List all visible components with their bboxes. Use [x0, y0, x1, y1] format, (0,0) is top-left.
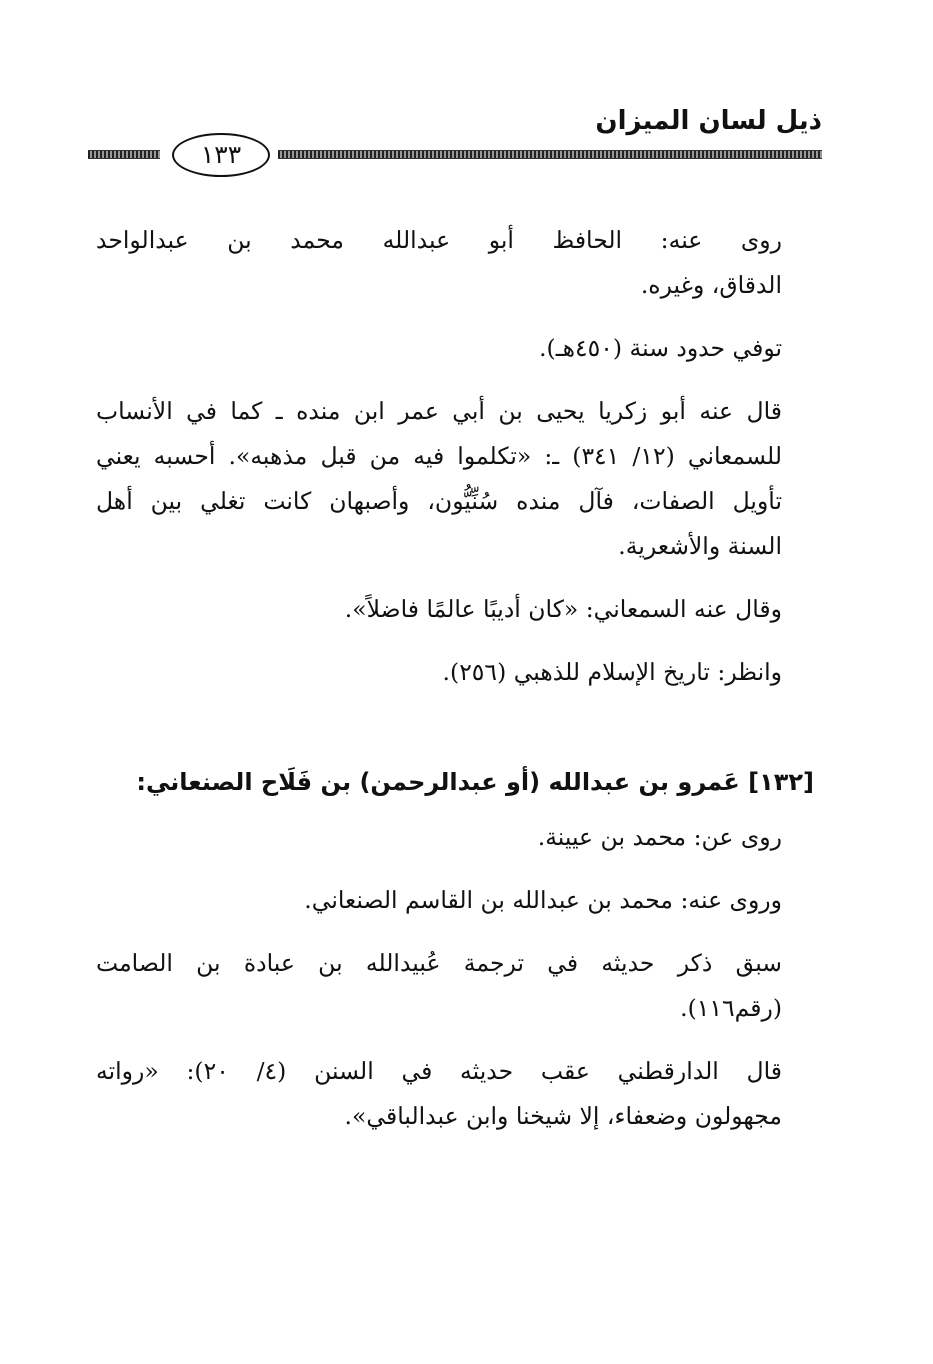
- paragraph-narrated-from: [96, 815, 814, 860]
- page-body: [96, 218, 814, 1139]
- paragraph-death-date: [96, 326, 814, 371]
- book-title: ذيل لسان الميزان: [595, 106, 822, 136]
- text-line: تأويل الصفات، فآل منده سُنِّيُّون، وأصبهان كانت تغلي بين أهل: [96, 487, 782, 515]
- text-line: (رقم١١٦).: [680, 994, 782, 1022]
- paragraph-narrators: [96, 218, 814, 308]
- entry-heading: [١٣٢] عَمرو بن عبدالله (أو عبدالرحمن) بن فَلَاح الصنعاني:: [136, 768, 814, 796]
- text-line: مجهولون وضعفاء، إلا شيخنا وابن عبدالباقي».: [344, 1102, 782, 1130]
- text-line: روى عنه: الحافظ أبو عبدالله محمد بن عبدالواحد: [96, 226, 782, 254]
- paragraph-see-also: [96, 650, 814, 695]
- text-line: للسمعاني (١٢/ ٣٤١) ـ: «تكلموا فيه من قبل مذهبه». أحسبه يعني: [96, 442, 782, 470]
- paragraph-daraqutni-remark: [96, 1049, 814, 1139]
- text-line: توفي حدود سنة (٤٥٠هـ).: [539, 334, 782, 362]
- header-rule-right: [278, 150, 822, 159]
- paragraph-samani-remark: [96, 587, 814, 632]
- text-line: قال الدارقطني عقب حديثه في السنن (٤/ ٢٠): «رواته: [96, 1057, 782, 1085]
- header-rule-left: [88, 150, 160, 159]
- text-line: وانظر: تاريخ الإسلام للذهبي (٢٥٦).: [442, 658, 782, 686]
- page-header: [88, 100, 822, 170]
- text-line: وروى عنه: محمد بن عبدالله بن القاسم الصنعاني.: [304, 886, 782, 914]
- paragraph-ibn-mandah-remark: [96, 389, 814, 569]
- text-line: السنة والأشعرية.: [618, 532, 782, 560]
- paragraph-narrated-by: [96, 878, 814, 923]
- text-line: وقال عنه السمعاني: «كان أديبًا عالمًا فاضلاً».: [344, 595, 782, 623]
- text-line: الدقاق، وغيره.: [640, 271, 782, 299]
- page-number: ١٣٣: [172, 133, 270, 177]
- text-line: روى عن: محمد بن عيينة.: [537, 823, 782, 851]
- text-line: سبق ذكر حديثه في ترجمة عُبيدالله بن عبادة بن الصامت: [96, 949, 782, 977]
- paragraph-previous-mention: [96, 941, 814, 1031]
- text-line: قال عنه أبو زكريا يحيى بن أبي عمر ابن منده ـ كما في الأنساب: [96, 397, 782, 425]
